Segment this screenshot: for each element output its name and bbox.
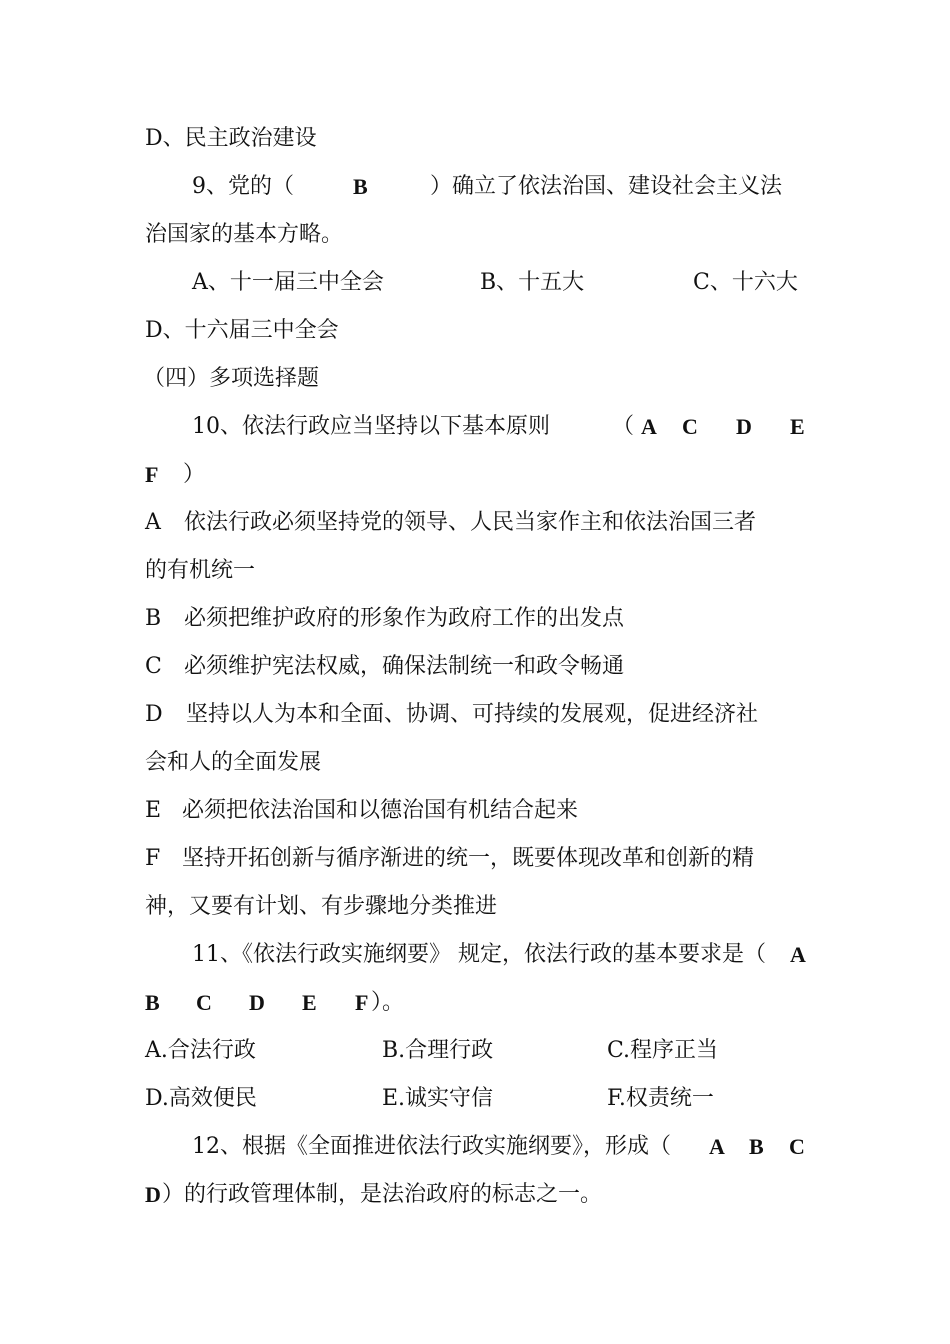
q9-suffix: ）确立了依法治国、建设社会主义法: [430, 174, 783, 199]
q11-option-b: B.合理行政: [382, 1038, 494, 1063]
q9-option-b: B、十五大: [480, 270, 585, 295]
q9-option-a: A、十一届三中全会: [192, 270, 384, 295]
q12-cont-text: ）的行政管理体制，是法治政府的标志之一。: [162, 1182, 603, 1207]
q10-option-d-cont: 会和人的全面发展: [145, 750, 322, 775]
q12-answer-c: C: [789, 1134, 805, 1159]
section-title: （四）多项选择题: [143, 366, 320, 391]
q11-answer-b: B: [145, 990, 160, 1015]
q11-answer-f: F: [355, 990, 369, 1015]
option-letter: B: [145, 606, 162, 631]
q12-answer-d: D: [145, 1182, 161, 1207]
q11-option-a: A.合法行政: [145, 1038, 256, 1063]
option-text: 依法行政必须坚持党的领导、人民当家作主和依法治国三者: [184, 510, 757, 535]
q11-answer-c: C: [196, 990, 212, 1015]
option-text: 必须维护宪法权威，确保法制统一和政令畅通: [184, 654, 625, 679]
q10-answer-f: F: [145, 462, 159, 487]
q11-close: ）。: [371, 990, 405, 1015]
q11-answer-d: D: [249, 990, 265, 1015]
q10-answer-e: E: [790, 414, 805, 439]
option-text: 必须把依法治国和以德治国有机结合起来: [182, 798, 579, 823]
option-text: 坚持以人为本和全面、协调、可持续的发展观，促进经济社: [186, 702, 759, 727]
q10-answer-c: C: [682, 414, 698, 439]
option-letter: C: [145, 654, 162, 679]
q10-paren-close: ）: [183, 462, 206, 487]
q8-option-d: D、民主政治建设: [145, 126, 317, 151]
option-letter: F: [145, 846, 161, 871]
q11-option-c: C.程序正当: [607, 1038, 719, 1063]
q10-paren-open: （: [612, 414, 635, 439]
q9-option-c: C、十六大: [693, 270, 798, 295]
q12-answer-b: B: [749, 1134, 764, 1159]
q12-answer-a: A: [709, 1134, 725, 1159]
option-letter: E: [145, 798, 162, 823]
q11-option-e: E.诚实守信: [382, 1086, 494, 1111]
q9-option-d: D、十六届三中全会: [145, 318, 339, 343]
option-text: 坚持开拓创新与循序渐进的统一，既要体现改革和创新的精: [182, 846, 755, 871]
q9-prefix: 9、党的（: [192, 174, 294, 199]
q10-option-a-cont: 的有机统一: [145, 558, 256, 583]
q10-option-f-cont: 神，又要有计划、有步骤地分类推进: [145, 894, 498, 919]
q11-answer-e: E: [302, 990, 317, 1015]
q11-answer-a: A: [790, 942, 806, 967]
q10-answer-d: D: [736, 414, 752, 439]
option-letter: A: [145, 510, 161, 535]
option-letter: D: [145, 702, 163, 727]
q10-answer-a: A: [641, 414, 657, 439]
q11-text: 11、《依法行政实施纲要》 规定，依法行政的基本要求是（: [192, 942, 766, 967]
q11-option-d: D.高效便民: [145, 1086, 257, 1111]
option-text: 必须把维护政府的形象作为政府工作的出发点: [184, 606, 625, 631]
q9-answer: B: [353, 174, 368, 199]
q12-text: 12、根据《全面推进依法行政实施纲要》，形成（: [192, 1134, 671, 1159]
q11-option-f: F.权责统一: [607, 1086, 714, 1111]
q9-question-cont: 治国家的基本方略。: [145, 222, 344, 247]
q10-text: 10、依法行政应当坚持以下基本原则: [192, 414, 550, 439]
